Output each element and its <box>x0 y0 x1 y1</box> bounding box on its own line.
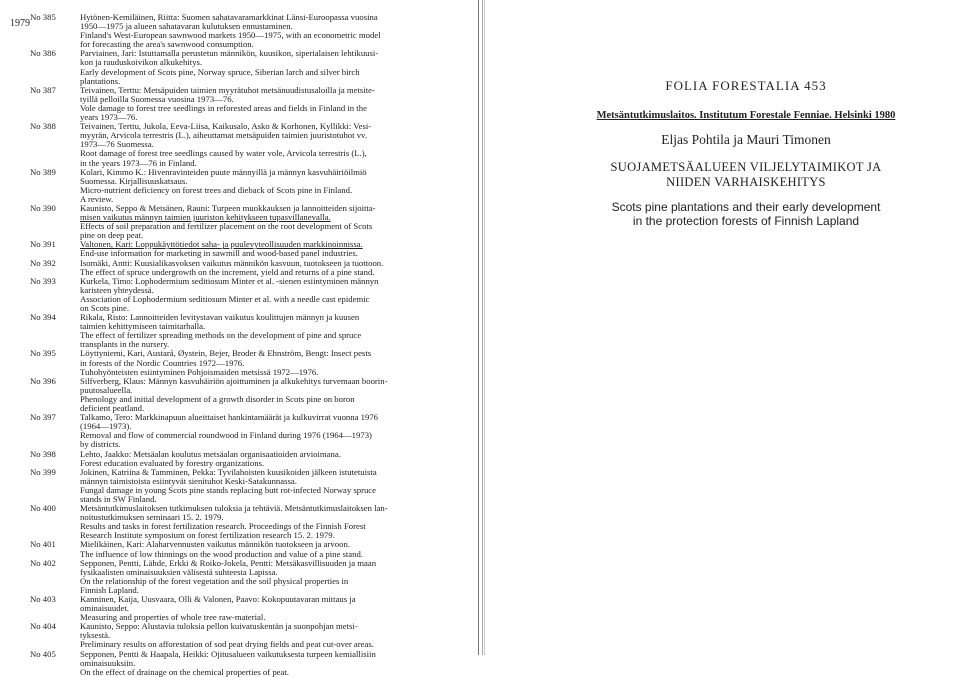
page-gutter-line <box>484 0 485 655</box>
entry-line: noitustutkimuksen seminaari 15. 2. 1979. <box>80 513 224 523</box>
entry-text <box>80 595 455 622</box>
entry-line: Research Institute symposium on forest fertilization research 15. 2. 1979. <box>80 531 335 541</box>
entry-number: No 393 <box>30 275 56 286</box>
entry-text <box>80 313 455 349</box>
entry-line: by districts. <box>80 440 121 450</box>
entry-number: No 388 <box>30 121 56 132</box>
publication-list <box>30 13 455 677</box>
entry-number: No 389 <box>30 166 56 177</box>
entry-line: Metsäntutkimuslaitoksen tutkimuksen tuloksia ja tehtäviä. Metsäntutkimuslaitoksen lan- <box>80 504 388 514</box>
entry-line: Kaunisto, Seppo: Alustavia tuloksia pellon kuivatuskentän ja suonpohjan metsi- <box>80 622 358 632</box>
entry-number: No 401 <box>30 539 56 550</box>
entry-line: taimien kehittymiseen taimitarhalla. <box>80 322 206 332</box>
entry-line: 1950—1975 ja alueen sahatavaran kulutuksen ennustaminen. <box>80 22 293 32</box>
entry-line: (1964—1973). <box>80 422 132 432</box>
entry-line: Finland's West-European sawnwood markets 1950—1975, with an econometric model <box>80 31 381 41</box>
entry-line: Lehto, Jaakko: Metsäalan koulutus metsäalan organisaatioiden arvioimana. <box>80 449 341 459</box>
publication-entry <box>30 540 455 558</box>
english-title-line: in the protection forests of Finnish Lapland <box>632 214 860 228</box>
publication-entry <box>30 504 455 540</box>
entry-number: No 391 <box>30 239 56 250</box>
entry-text <box>80 650 455 677</box>
entry-number: No 396 <box>30 375 56 386</box>
entry-line: Sepponen, Pentti, Lähde, Erkki & Roiko-Jokela, Pentti: Metsäkasvillisuuden ja maan <box>80 558 377 568</box>
entry-line: Suomessa. Kirjallisuuskatsaus. <box>80 176 188 186</box>
entry-line: Forest education evaluated by forestry organizations. <box>80 458 265 468</box>
entry-line: Effects of soil preparation and fertilizer placement on the root development of Scots <box>80 222 373 232</box>
entry-text <box>80 504 455 540</box>
entry-line: Measuring and properties of whole tree raw-material. <box>80 613 266 623</box>
entry-line: tyksestä. <box>80 631 111 641</box>
entry-number: No 386 <box>30 48 56 59</box>
entry-line: männyn taimistoista esiintyvät sienituhot Keski-Satakunnassa. <box>80 476 297 486</box>
page-gutter <box>478 0 483 655</box>
publisher-line: Metsäntutkimuslaitos. Institutum Forestale Fenniae. Helsinki 1980 <box>596 110 896 121</box>
entry-line: Root damage of forest tree seedlings caused by water vole, Arvicola terrestris (L.), <box>80 149 367 159</box>
entry-number: No 394 <box>30 312 56 323</box>
publication-entry <box>30 168 455 204</box>
entry-text <box>80 277 455 313</box>
entry-line: fysikaalisten ominaisuuksien välisestä suhteesta Lapissa. <box>80 567 278 577</box>
entry-line: Removal and flow of commercial roundwood in Finland during 1976 (1964—1973) <box>80 431 372 441</box>
entry-line: Kurkela, Timo: Lophodermium seditiosum Minter et al. -sienen esiintyminen männyn <box>80 276 379 286</box>
entry-line: years 1973—76. <box>80 113 138 123</box>
entry-line: Early development of Scots pine, Norway spruce, Siberian larch and silver birch <box>80 67 360 77</box>
finnish-title-line: SUOJAMETSÄALUEEN VILJELYTAIMIKOT JA <box>610 160 882 174</box>
entry-line: The effect of spruce undergrowth on the increment, yield and returns of a pine stand. <box>80 267 375 277</box>
entry-line: tyillä pelloilla Suomessa vuosina 1973—76. <box>80 94 234 104</box>
entry-line: misen vaikutus männyn taimien juuriston kehitykseen tupasvillanevalla. <box>80 213 331 223</box>
entry-line: karisteen yhteydessä. <box>80 285 154 295</box>
entry-line: in the years 1973—76 in Finland. <box>80 158 197 168</box>
entry-line: Results and tasks in forest fertilization research. Proceedings of the Finnish Forest <box>80 522 366 532</box>
publication-entry <box>30 622 455 649</box>
entry-number: No 402 <box>30 557 56 568</box>
entry-line: A review. <box>80 194 114 204</box>
entry-line: on Scots pine. <box>80 304 129 313</box>
entry-number: No 385 <box>30 12 56 22</box>
entry-line: in forests of the Nordic Countries 1972—1976. <box>80 358 245 368</box>
entry-number: No 398 <box>30 448 56 459</box>
entry-line: Preliminary results on afforestation of sod peat drying fields and peat cut-over areas. <box>80 640 374 650</box>
entry-line: Association of Lophodermium seditiosum Minter et al. with a needle cast epidemic <box>80 294 370 304</box>
entry-line: Hytönen-Kemiläinen, Riitta: Suomen sahatavaramarkkinat Länsi-Euroopassa vuosina <box>80 13 378 22</box>
entry-line: Kaunisto, Seppo & Metsänen, Rauni: Turpeen muokkauksen ja lannoitteiden sijoitta- <box>80 203 376 213</box>
entry-line: Rikala, Risto: Lannoitteiden levitystavan vaikutus koulittujen männyn ja kuusen <box>80 313 360 323</box>
entry-number: No 404 <box>30 621 56 632</box>
entry-line: ominaisuudet. <box>80 604 129 614</box>
entry-line: The effect of fertilizer spreading methods on the development of pine and spruce <box>80 331 362 341</box>
publication-entry <box>30 650 455 677</box>
publication-entry <box>30 86 455 122</box>
entry-text <box>80 13 455 49</box>
publication-entry <box>30 349 455 376</box>
entry-text <box>80 559 455 595</box>
entry-text <box>80 122 455 167</box>
entry-line: Phenology and initial development of a growth disorder in Scots pine on boron <box>80 394 355 404</box>
entry-number: No 403 <box>30 594 56 604</box>
finnish-title-line: NIIDEN VARHAISKEHITYS <box>666 175 826 189</box>
entry-number: No 400 <box>30 503 56 514</box>
entry-text <box>80 413 455 449</box>
entry-number: No 390 <box>30 202 56 213</box>
entry-text <box>80 204 455 240</box>
entry-text <box>80 468 455 504</box>
entry-text <box>80 377 455 413</box>
entry-text <box>80 259 455 277</box>
entry-line: End-use information for marketing in sawmill and wood-based panel industries. <box>80 249 358 259</box>
authors: Eljas Pohtila ja Mauri Timonen <box>661 132 831 147</box>
entry-line: Sepponen, Pentti & Haapala, Heikki: Ojitusalueen vaikutuksesta turpeen kemiallisiin <box>80 649 376 659</box>
english-title-line: Scots pine plantations and their early development <box>611 200 881 214</box>
entry-line: On the relationship of the forest vegetation and the soil physical properties in <box>80 576 349 586</box>
entry-line: Tuhohyönteisten esiintyminen Pohjoismaiden metsissä 1972—1976. <box>80 367 319 377</box>
publication-entry <box>30 204 455 240</box>
entry-line: Kanninen, Kaija, Uusvaara, Olli & Valonen, Paavo: Kokopuutavaran mittaus ja <box>80 595 356 604</box>
entry-text <box>80 622 455 649</box>
entry-line: Jokinen, Katriina & Tamminen, Pekka: Tyvilahoisten kuusikoiden jälkeen istutetuista <box>80 467 377 477</box>
entry-text <box>80 450 455 468</box>
publication-entry <box>30 277 455 313</box>
entry-line: Valtonen, Kari: Loppukäyttötiedot saha- ja puulevyteollisuuden markkinoinnissa. <box>80 240 363 250</box>
entry-text <box>80 349 455 376</box>
english-title <box>566 200 926 228</box>
finnish-title <box>566 160 926 190</box>
publication-entry <box>30 122 455 167</box>
entry-line: kon ja rauduskoivikon alkukehitys. <box>80 58 203 68</box>
entry-line: Silfverberg, Klaus: Männyn kasvuhäiriön ajoittuminen ja alkukehitys turvemaan boorin- <box>80 376 388 386</box>
publication-entry <box>30 595 455 622</box>
entry-line: Teivainen, Terttu, Jukola, Eeva-Liisa, Kaikusalo, Asko & Korhonen, Kyllikki: Vesi- <box>80 122 372 132</box>
entry-line: Mielikäinen, Kari: Alaharvennusten vaikutus männikön tuotokseen ja arvoon. <box>80 540 350 550</box>
publication-entry <box>30 468 455 504</box>
entry-line: Isomäki, Antti: Kuusialikasvoksen vaikutus männikön kasvuun, tuotokseen ja tuottoon. <box>80 258 384 268</box>
publication-entry <box>30 259 455 277</box>
entry-line: Teivainen, Terttu: Metsäpuiden taimien myyrätuhot metsänuudistusaloilla ja metsite- <box>80 85 375 95</box>
entry-line: puutosalueella. <box>80 385 133 395</box>
publication-entry <box>30 49 455 85</box>
entry-number: No 399 <box>30 466 56 477</box>
entry-line: Parviainen, Jari: Istuttamalla perustetun männikön, kuusikon, siperialaisen lehtikuusi- <box>80 49 379 59</box>
entry-number: No 387 <box>30 84 56 95</box>
entry-line: deficient peatland. <box>80 404 145 414</box>
entry-line: Löyttyniemi, Kari, Austarå, Øystein, Bejer, Broder & Ehnström, Bengt: Insect pests <box>80 349 372 359</box>
entry-number: No 395 <box>30 348 56 359</box>
entry-number: No 397 <box>30 412 56 423</box>
entry-line: Micro-nutrient deficiency on forest trees and dieback of Scots pine in Finland. <box>80 185 353 195</box>
publication-entry <box>30 559 455 595</box>
publication-entry <box>30 413 455 449</box>
entry-text <box>80 168 455 204</box>
entry-line: Talkamo, Tero: Markkinapuun alueittaiset hankintamäärät ja kulkuvirrat vuonna 1976 <box>80 413 379 423</box>
year-label: 1979 <box>10 18 30 29</box>
entry-line: stands in SW Finland. <box>80 494 157 504</box>
entry-line: for forecasting the area's sawnwood consumption. <box>80 40 254 50</box>
entry-line: plantations. <box>80 76 121 86</box>
entry-line: ominaisuuksiin. <box>80 658 136 668</box>
publication-entry <box>30 13 455 49</box>
publication-entry <box>30 450 455 468</box>
entry-line: Finnish Lapland. <box>80 585 139 595</box>
entry-text <box>80 240 455 258</box>
entry-line: On the effect of drainage on the chemical properties of peat. <box>80 667 289 677</box>
entry-line: The influence of low thinnings on the wood production and value of a pine stand. <box>80 549 364 559</box>
entry-text <box>80 49 455 85</box>
entry-text <box>80 86 455 122</box>
entry-line: myyrän, Arvicola terrestris (L.), aiheuttamat metsäpuiden taimien juuristotuhot vv. <box>80 131 368 141</box>
series-title: FOLIA FORESTALIA 453 <box>665 78 827 93</box>
entry-line: Kolari, Kimmo K.: Hivenravinteiden puute männyillä ja männyn kasvuhäiriöilmiö <box>80 167 367 177</box>
entry-line: transplants in the nursery. <box>80 340 170 350</box>
entry-line: pine on deep peat. <box>80 231 144 241</box>
entry-number: No 405 <box>30 648 56 659</box>
entry-text <box>80 540 455 558</box>
publication-entry <box>30 377 455 413</box>
entry-line: Vole damage to forest tree seedlings in reforested areas and fields in Finland in the <box>80 103 367 113</box>
entry-line: Fungal damage in young Scots pine stands replacing butt rot-infected Norway spruce <box>80 485 377 495</box>
entry-line: 1973—76 Suomessa. <box>80 140 154 150</box>
entry-number: No 392 <box>30 257 56 268</box>
publication-entry <box>30 313 455 349</box>
publication-entry <box>30 240 455 258</box>
